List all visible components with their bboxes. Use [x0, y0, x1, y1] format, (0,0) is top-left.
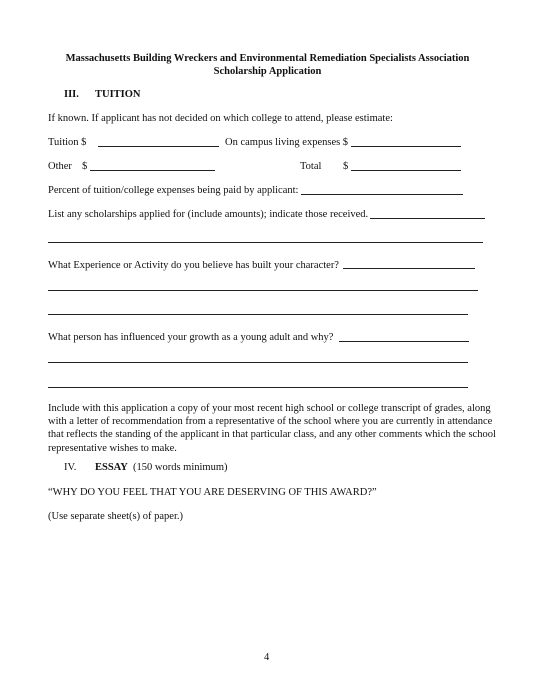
total-field[interactable] [351, 170, 461, 171]
experience-field-line2[interactable] [48, 290, 478, 291]
person-field[interactable] [339, 341, 469, 342]
scholarships-label: List any scholarships applied for (include amounts); indicate those received. [48, 209, 369, 220]
other-field[interactable] [90, 170, 215, 171]
experience-field[interactable] [343, 268, 475, 269]
transcript-instructions: Include with this application a copy of your most recent high school or college transcript of grades, along with a letter of recommendation from a representative of the school where you are currently in attendance that reflects the standing of the applicant in that particular class, and any other comments which the school representative wishes to make. [48, 403, 496, 454]
percent-field[interactable] [301, 194, 463, 195]
oncampus-label: On campus living expenses $ [225, 137, 349, 148]
total-dollar: $ [343, 161, 349, 172]
tuition-intro: If known. If applicant has not decided on which college to attend, please estimate: [48, 113, 393, 124]
person-field-line3[interactable] [48, 387, 468, 388]
experience-label: What Experience or Activity do you believe has built your character? [48, 260, 339, 271]
section-number: IV. [64, 462, 77, 473]
total-label: Total [300, 161, 322, 172]
person-label: What person has influenced your growth as a young adult and why? [48, 332, 334, 343]
essay-paper-note: (Use separate sheet(s) of paper.) [48, 511, 183, 522]
scholarships-field[interactable] [370, 218, 485, 219]
experience-field-line3[interactable] [48, 314, 468, 315]
other-dollar: $ [82, 161, 88, 172]
section-heading: ESSAY [95, 462, 128, 473]
document-subtitle: Scholarship Application [213, 66, 322, 77]
tuition-label: Tuition $ [48, 137, 87, 148]
oncampus-field[interactable] [351, 146, 461, 147]
other-label: Other [48, 161, 72, 172]
percent-label: Percent of tuition/college expenses being paid by applicant: [48, 185, 299, 196]
section-number: III. [64, 89, 79, 100]
tuition-field[interactable] [98, 146, 219, 147]
page-number: 4 [264, 652, 270, 663]
essay-note: (150 words minimum) [133, 462, 228, 473]
person-field-line2[interactable] [48, 362, 468, 363]
document-title: Massachusetts Building Wreckers and Environmental Remediation Specialists Association [65, 53, 470, 64]
scholarships-field-line2[interactable] [48, 242, 483, 243]
essay-question: “WHY DO YOU FEEL THAT YOU ARE DESERVING OF THIS AWARD?” [48, 487, 377, 498]
section-heading: TUITION [95, 89, 141, 100]
